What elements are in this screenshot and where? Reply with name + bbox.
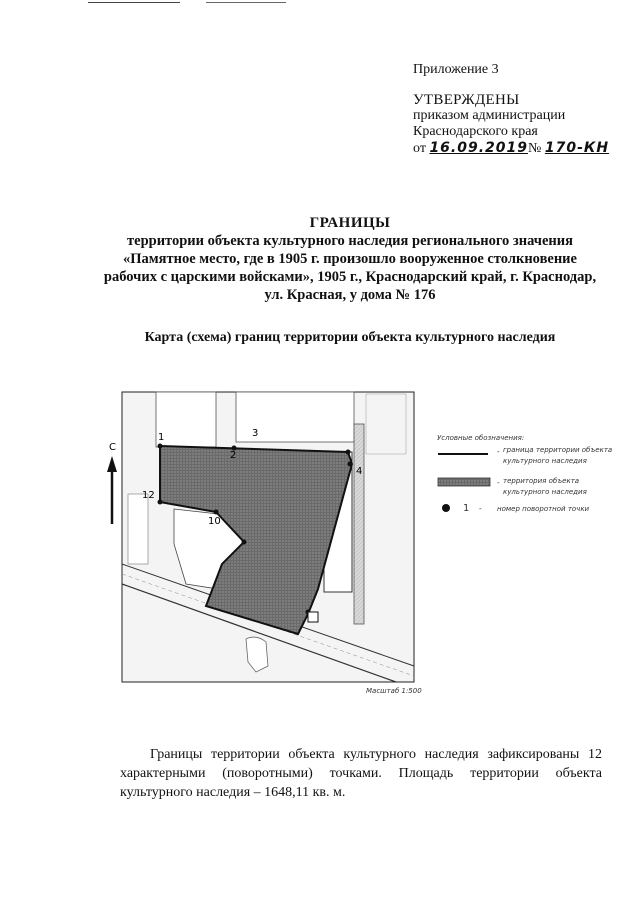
order-date-row (413, 140, 609, 158)
point-label: 12 (142, 490, 155, 501)
boundary-point (158, 444, 163, 449)
footer-text: Границы территории объекта культурного наследия зафиксированы 12 характерными (поворотными) точками. Площадь территории объекта культурного наследия – 1648,11 кв. м. (120, 747, 602, 800)
footer-paragraph (120, 745, 602, 802)
scan-edge-line (206, 2, 286, 3)
boundary-point (242, 540, 247, 545)
boundary-point (214, 510, 219, 515)
point-label: 4 (356, 466, 363, 477)
map-svg (96, 384, 616, 704)
legend-item-text: территория объекта (503, 477, 580, 485)
number-sign: № (528, 141, 542, 156)
legend-territory-swatch (438, 478, 490, 486)
order-number: 170-КН (544, 140, 610, 156)
legend-dash: - (497, 479, 500, 487)
title-line: ул. Красная, у дома № 176 (264, 287, 436, 303)
order-date: 16.09.2019 (429, 140, 529, 156)
map-scale: Масштаб 1:500 (366, 687, 422, 695)
appendix-number: Приложение 3 (413, 62, 499, 77)
boundary-point (346, 450, 351, 455)
north-arrow-head (107, 456, 117, 472)
kiosk (308, 612, 318, 622)
title-main: ГРАНИЦЫ (309, 215, 391, 231)
point-label: 3 (252, 428, 259, 439)
map-caption: Карта (схема) границ территории объекта культурного наследия (144, 330, 556, 345)
building (128, 494, 148, 564)
title-line: «Памятное место, где в 1905 г. произошло вооруженное столкновение (123, 251, 577, 267)
point-label: 10 (208, 516, 221, 527)
building (156, 392, 216, 447)
approved-heading: УТВЕРЖДЕНЫ (413, 92, 520, 108)
point-label: 2 (230, 450, 237, 461)
legend-item-text: граница территории объекта (503, 446, 613, 454)
building (354, 424, 364, 624)
from-label: от (413, 141, 426, 156)
legend-title: Условные обозначения: (437, 434, 525, 442)
scan-edge-line (88, 2, 180, 3)
approval-line: приказом администрации (413, 108, 566, 123)
legend-dash: - (497, 448, 500, 456)
point-label: 1 (158, 432, 165, 443)
boundary-point (158, 500, 163, 505)
north-label: С (109, 442, 116, 453)
legend-item-text: культурного наследия (503, 457, 587, 465)
boundary-point (348, 462, 353, 467)
title-line: территории объекта культурного наследия регионального значения (127, 233, 573, 249)
legend-point-dot (442, 504, 450, 512)
legend-item-text: номер поворотной точки (497, 505, 590, 513)
approval-line: Краснодарского края (413, 124, 538, 139)
legend-item-text: культурного наследия (503, 488, 587, 496)
approval-block (413, 62, 609, 158)
legend-dash: - (479, 505, 482, 513)
legend-point-number: 1 (463, 503, 470, 514)
document-title (60, 214, 640, 304)
boundary-map (96, 384, 616, 704)
title-line: рабочих с царскими войсками», 1905 г., Краснодарский край, г. Краснодар, (103, 269, 597, 285)
